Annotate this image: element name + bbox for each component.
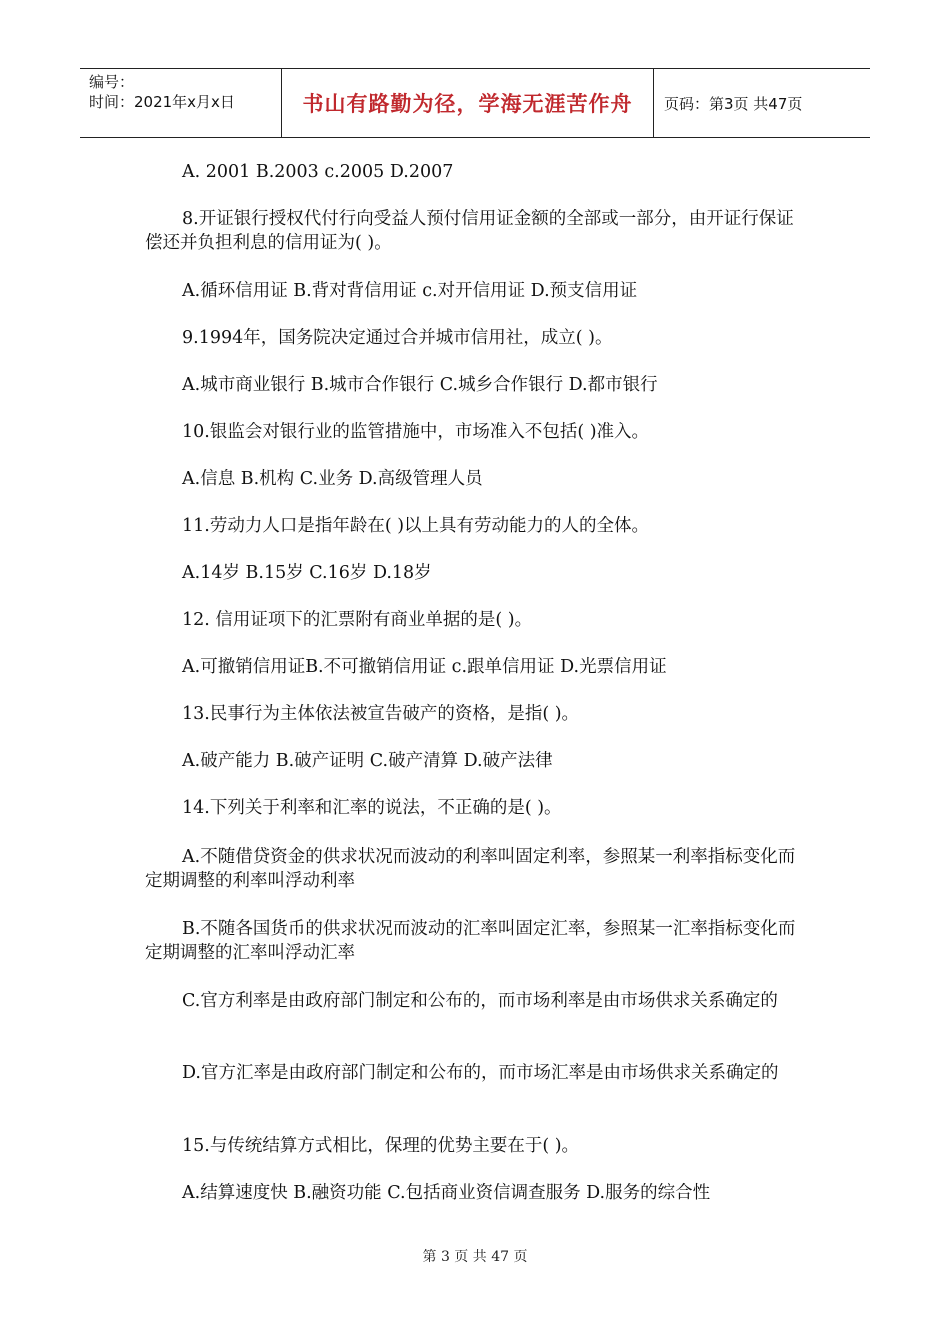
number-label: 编号： — [89, 73, 135, 91]
option-line-9: A.城市商业银行 B.城市合作银行 C.城乡合作银行 D.都市银行 — [182, 375, 658, 395]
question-15: 15.与传统结算方式相比，保理的优势主要在于( )。 — [182, 1136, 580, 1156]
option-line-10: A.信息 B.机构 C.业务 D.高级管理人员 — [182, 469, 483, 489]
question-14: 14.下列关于利率和汇率的说法，不正确的是( )。 — [182, 798, 562, 818]
question-8: 8.开证银行授权代付行向受益人预付信用证金额的全部或一部分，由开证行保证偿还并负担利息的信用证为( )。 — [145, 209, 794, 253]
option-line-7: A. 2001 B.2003 c.2005 D.2007 — [182, 162, 454, 182]
option-14-d: D.官方汇率是由政府部门制定和公布的，而市场汇率是由市场供求关系确定的 — [182, 1063, 779, 1083]
option-line-11: A.14岁 B.15岁 C.16岁 D.18岁 — [182, 563, 432, 583]
option-14-c: C.官方利率是由政府部门制定和公布的，而市场利率是由市场供求关系确定的 — [182, 991, 778, 1011]
option-14-a: A.不随借贷资金的供求状况而波动的利率叫固定利率，参照某一利率指标变化而定期调整的利率叫浮动利率 — [145, 847, 796, 891]
option-line-13: A.破产能力 B.破产证明 C.破产清算 D.破产法律 — [182, 751, 553, 771]
header-motto: 书山有路勤为径，学海无涯苦作舟 — [282, 69, 654, 137]
page-footer: 第 3 页 共 47 页 — [422, 1249, 528, 1265]
option-14-b: B.不随各国货币的供求状况而波动的汇率叫固定汇率，参照某一汇率指标变化而定期调整的汇率叫浮动汇率 — [145, 919, 796, 963]
option-line-12: A.可撤销信用证B.不可撤销信用证 c.跟单信用证 D.光票信用证 — [182, 657, 667, 677]
time-label: 时间：2021年x月x日 — [89, 93, 235, 111]
question-12: 12. 信用证项下的汇票附有商业单据的是( )。 — [182, 610, 533, 630]
header-page-info: 页码：第3页 共47页 — [664, 94, 803, 113]
question-11: 11.劳动力人口是指年龄在( )以上具有劳动能力的人的全体。 — [182, 516, 650, 536]
question-9: 9.1994年，国务院决定通过合并城市信用社，成立( )。 — [182, 328, 613, 348]
option-line-8: A.循环信用证 B.背对背信用证 c.对开信用证 D.预支信用证 — [182, 281, 638, 301]
header-meta — [80, 69, 282, 137]
question-13: 13.民事行为主体依法被宣告破产的资格，是指( )。 — [182, 704, 580, 724]
option-line-15: A.结算速度快 B.融资功能 C.包括商业资信调查服务 D.服务的综合性 — [182, 1183, 711, 1203]
question-10: 10.银监会对银行业的监管措施中，市场准入不包括( )准入。 — [182, 422, 650, 442]
page-header — [80, 68, 870, 138]
